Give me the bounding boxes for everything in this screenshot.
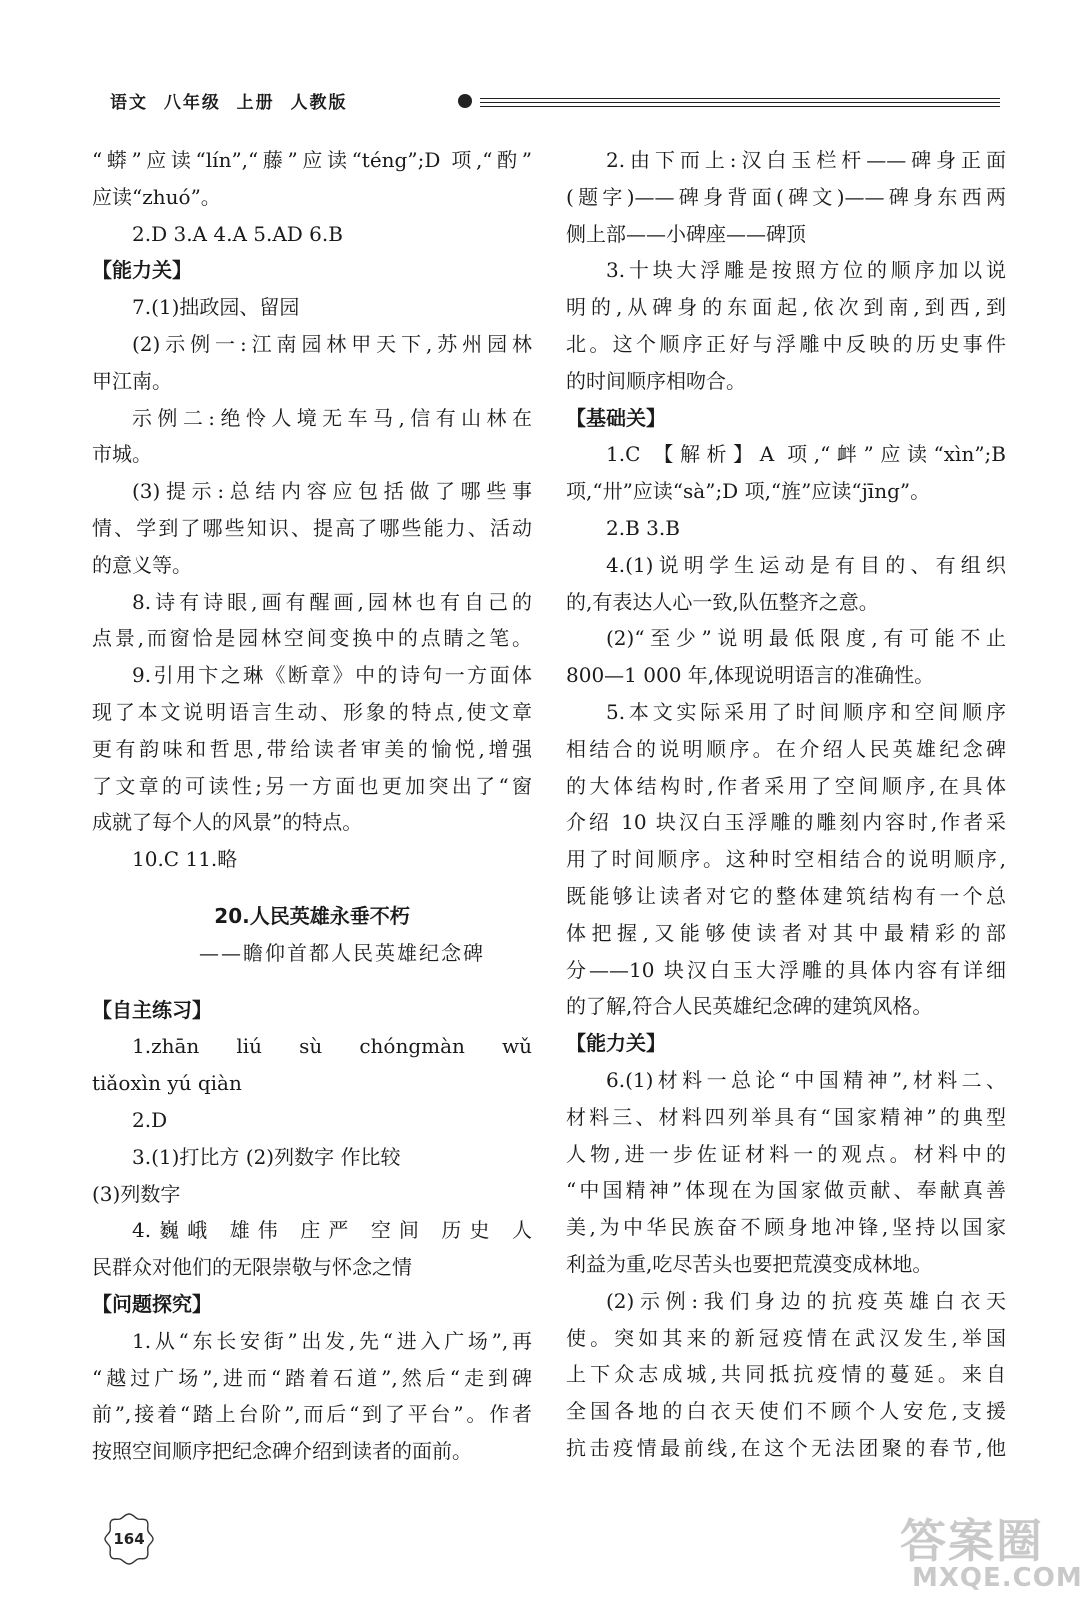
text-line: 甲江南。	[92, 368, 172, 393]
text-line: 上下众志成城,共同抵抗疫情的蔓延。来自	[566, 1362, 1006, 1387]
text-line: “越过广场”,进而“踏着石道”,然后“走到碑	[92, 1365, 532, 1390]
header-rule	[480, 102, 1000, 103]
text-line: 全国各地的白衣天使们不顾个人安危,支援	[566, 1399, 1006, 1424]
text-line: 抗击疫情最前线,在这个无法团聚的春节,他	[566, 1435, 1006, 1460]
text-line: 3.十块大浮雕是按照方位的顺序加以说	[606, 258, 1006, 283]
text-line: tiǎoxìn yú qiàn	[92, 1071, 242, 1096]
text-line: “中国精神”体现在为国家做贡献、奉献真善	[566, 1178, 1006, 1203]
text-line: 现了本文说明语言生动、形象的特点,使文章	[92, 699, 532, 724]
text-line: 6.(1)材料一总论“中国精神”,材料二、	[606, 1067, 1006, 1092]
text-line: (3)列数字	[92, 1181, 181, 1206]
text-line: 体把握,又能够使读者对其中最精彩的部	[566, 920, 1006, 945]
text-line: 按照空间顺序把纪念碑介绍到读者的面前。	[92, 1439, 472, 1464]
text-line: 项,“卅”应读“sà”;D 项,“旌”应读“jīng”。	[566, 479, 931, 504]
header-dot-ornament	[458, 94, 472, 108]
section-tag: 【能力关】	[566, 1031, 666, 1056]
page-number-badge	[100, 1510, 158, 1568]
text-line: 民群众对他们的无限崇敬与怀念之情	[92, 1255, 412, 1280]
watermark	[890, 1505, 1090, 1600]
text-line: 8.诗有诗眼,画有醒画,园林也有自己的	[132, 589, 532, 614]
section-tag: 【能力关】	[92, 258, 192, 283]
text-line: “蟒”应读“lín”,“藤”应读“téng”;D 项,“酌”	[92, 148, 532, 172]
text-line: 2.D	[132, 1107, 168, 1132]
text-line: 利益为重,吃尽苦头也要把荒漠变成林地。	[566, 1251, 933, 1276]
text-line: 相结合的说明顺序。在介绍人民英雄纪念碑	[566, 736, 1006, 761]
section-tag: 【自主练习】	[92, 997, 212, 1022]
page-number: 164	[113, 1530, 145, 1548]
watermark-site-text: MXQE.COM	[912, 1563, 1083, 1593]
running-header	[100, 84, 1000, 114]
text-line: 1.C 【解析】A 项,“衅”应读“xìn”;B	[606, 442, 1006, 467]
text-line: 侧上部——小碑座——碑顶	[566, 221, 806, 246]
text-line: 2.D 3.A 4.A 5.AD 6.B	[132, 221, 343, 246]
right-column	[566, 142, 1006, 1467]
watermark-logo-text: 答案圈	[900, 1514, 1044, 1568]
text-line: 北。这个顺序正好与浮雕中反映的历史事件	[566, 331, 1006, 356]
text-line: 1.从“东长安街”出发,先“进入广场”,再	[132, 1328, 532, 1353]
text-line: 应读“zhuó”。	[92, 184, 221, 209]
text-line: 9.引用卞之琳《断章》中的诗句一方面体	[132, 663, 532, 688]
text-line: (3)提示:总结内容应包括做了哪些事	[132, 479, 532, 504]
text-line: 示例二:绝怜人境无车马,信有山林在	[132, 405, 532, 430]
text-line: 3.(1)打比方 (2)列数字 作比较	[132, 1144, 401, 1169]
header-rule	[480, 106, 1000, 107]
text-line: 既能够让读者对它的整体建筑结构有一个总	[566, 883, 1006, 908]
text-line: 用了时间顺序。这种时空相结合的说明顺序,	[566, 847, 1006, 872]
text-line: 使。突如其来的新冠疫情在武汉发生,举国	[566, 1325, 1006, 1350]
section-tag: 【问题探究】	[92, 1291, 212, 1316]
text-line: 1.zhān liú sù chóngmàn wǔ	[132, 1034, 532, 1059]
text-line: 情、学到了哪些知识、提高了哪些能力、活动	[92, 515, 532, 540]
text-line: 2.由下而上:汉白玉栏杆——碑身正面	[606, 148, 1006, 172]
text-line: 800—1 000 年,体现说明语言的准确性。	[566, 663, 935, 688]
spacer	[92, 878, 532, 898]
text-line: 4.(1)说明学生运动是有目的、有组织	[606, 552, 1006, 577]
lesson-title: 20.人民英雄永垂不朽	[214, 903, 410, 928]
text-line: 7.(1)拙政园、留园	[132, 295, 300, 320]
text-line: 分——10 块汉白玉大浮雕的具体内容有详细	[566, 957, 1006, 982]
text-line: (2)示例:我们身边的抗疫英雄白衣天	[606, 1288, 1006, 1313]
header-title: 语文 八年级 上册 人教版	[110, 93, 348, 113]
text-line: 的时间顺序相吻合。	[566, 368, 746, 393]
text-line: 明的,从碑身的东面起,依次到南,到西,到	[566, 295, 1006, 320]
text-line: 成就了每个人的风景”的特点。	[92, 810, 363, 835]
header-rule	[480, 98, 1000, 99]
text-line: (2)示例一:江南园林甲天下,苏州园林	[132, 331, 532, 356]
text-line: 的,有表达人心一致,队伍整齐之意。	[566, 589, 879, 614]
spacer	[92, 972, 532, 992]
text-line: 介绍 10 块汉白玉浮雕的雕刻内容时,作者采	[566, 810, 1006, 835]
text-line: 10.C 11.略	[132, 847, 238, 872]
text-line: 人物,进一步佐证材料一的观点。材料中的	[566, 1141, 1006, 1166]
left-column	[92, 142, 532, 1470]
text-line: 的大体结构时,作者采用了空间顺序,在具体	[566, 773, 1006, 798]
text-line: 了文章的可读性;另一方面也更加突出了“窗	[92, 773, 532, 798]
text-line: 前”,接着“踏上台阶”,而后“到了平台”。作者	[92, 1402, 532, 1427]
section-tag: 【基础关】	[566, 405, 666, 430]
text-line: 材料三、材料四列举具有“国家精神”的典型	[566, 1104, 1006, 1129]
text-line: 5.本文实际采用了时间顺序和空间顺序	[606, 699, 1006, 724]
text-line: 市城。	[92, 442, 152, 467]
text-line: 4.巍峨 雄伟 庄严 空间 历史 人	[132, 1218, 532, 1243]
text-line: (2)“至少”说明最低限度,有可能不止	[606, 626, 1006, 651]
text-line: 美,为中华民族奋不顾身地冲锋,坚持以国家	[566, 1215, 1006, 1240]
text-line: 2.B 3.B	[606, 515, 680, 540]
text-line: 的意义等。	[92, 552, 192, 577]
text-line: 点景,而窗恰是园林空间变换中的点睛之笔。	[92, 626, 532, 651]
text-line: 更有韵味和哲思,带给读者审美的愉悦,增强	[92, 736, 532, 761]
text-line: (题字)——碑身背面(碑文)——碑身东西两	[566, 184, 1006, 209]
text-line: 的了解,符合人民英雄纪念碑的建筑风格。	[566, 994, 933, 1019]
lesson-subtitle: ——瞻仰首都人民英雄纪念碑	[199, 940, 485, 965]
